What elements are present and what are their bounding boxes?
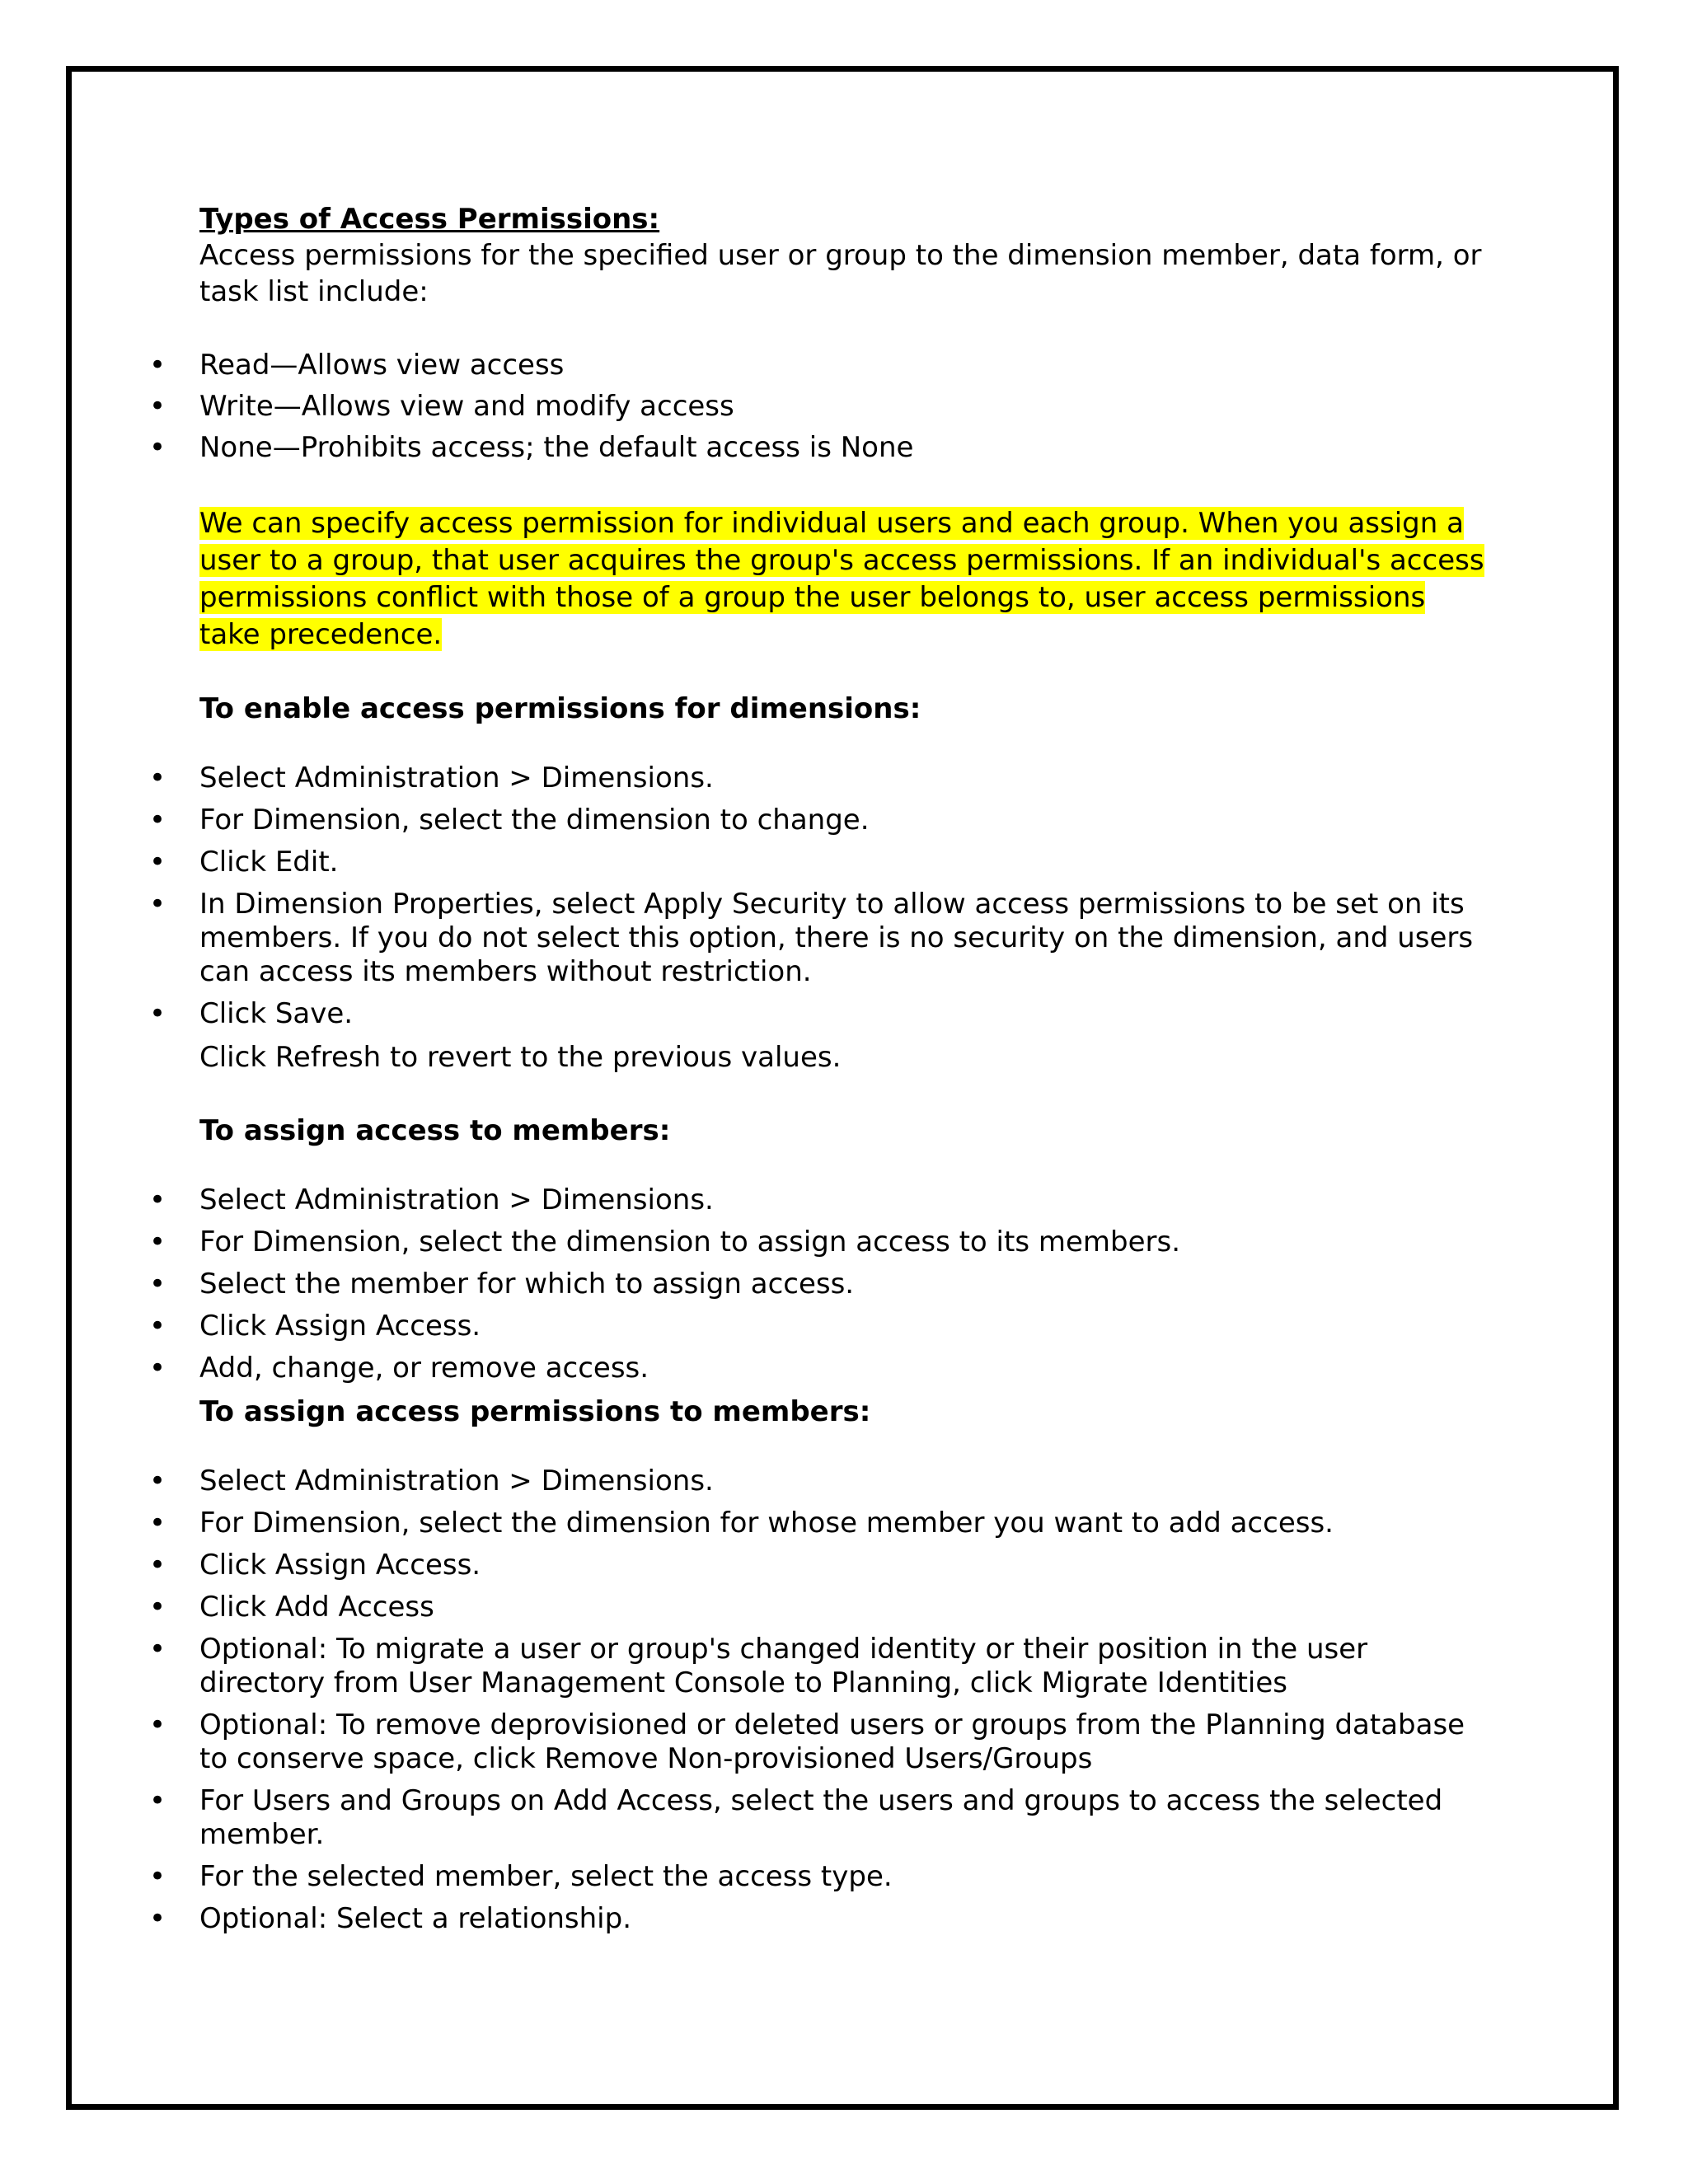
document-content bbox=[199, 201, 1485, 1944]
list-item: • Click Edit. bbox=[199, 846, 1485, 879]
section-heading-enable: To enable access permissions for dimensions: bbox=[199, 692, 921, 725]
list-item: • Click Assign Access. bbox=[199, 1310, 1485, 1343]
list-item: • Select Administration > Dimensions. bbox=[199, 762, 1485, 795]
list-item: • For the selected member, select the access type. bbox=[199, 1860, 1485, 1894]
list-item: • For Dimension, select the dimension to change. bbox=[199, 804, 1485, 837]
permission-types-list bbox=[199, 344, 1485, 468]
steps-list-assign bbox=[199, 1183, 1485, 1385]
list-item: • None—Prohibits access; the default access is None bbox=[199, 427, 1485, 468]
list-item: • Select Administration > Dimensions. bbox=[199, 1183, 1485, 1217]
steps-list-assign-permissions bbox=[199, 1465, 1485, 1936]
list-item: • Add, change, or remove access. bbox=[199, 1352, 1485, 1385]
list-item: • Click Assign Access. bbox=[199, 1549, 1485, 1582]
list-item: • Click Add Access bbox=[199, 1591, 1485, 1624]
list-item: • Click Save. bbox=[199, 997, 1485, 1031]
section-heading-assign-permissions: To assign access permissions to members: bbox=[199, 1395, 871, 1428]
list-item: • Optional: To remove deprovisioned or deleted users or groups from the Planning database to conserve space, click Remove Non-provisioned Users/Groups bbox=[199, 1708, 1485, 1776]
list-item: • For Dimension, select the dimension for whose member you want to add access. bbox=[199, 1507, 1485, 1540]
refresh-note: Click Refresh to revert to the previous values. bbox=[199, 1041, 842, 1074]
document-title: Types of Access Permissions: bbox=[199, 203, 660, 236]
list-item: • Optional: To migrate a user or group's changed identity or their position in the user directory from User Management Console to Planning, click Migrate Identities bbox=[199, 1633, 1485, 1700]
highlighted-note bbox=[199, 505, 1485, 654]
intro-paragraph: Access permissions for the specified user or group to the dimension member, data form, or task list include: bbox=[199, 239, 1482, 308]
list-item: • Write—Allows view and modify access bbox=[199, 386, 1485, 427]
list-item: • Select Administration > Dimensions. bbox=[199, 1465, 1485, 1498]
steps-list-enable bbox=[199, 762, 1485, 1031]
list-item: • For Users and Groups on Add Access, select the users and groups to access the selected member. bbox=[199, 1784, 1485, 1852]
list-item: • For Dimension, select the dimension to assign access to its members. bbox=[199, 1226, 1485, 1259]
highlighted-text: We can specify access permission for individual users and each group. When you assign a user to a group, that user acquires the group's access permissions. If an individual's access permissions conflict with those of a group the user belongs to, user access permissions take precedence. bbox=[199, 507, 1484, 651]
section-heading-assign: To assign access to members: bbox=[199, 1114, 671, 1147]
list-item: • In Dimension Properties, select Apply Security to allow access permissions to be set on its members. If you do not select this option, there is no security on the dimension, and users can access its members without restriction. bbox=[199, 888, 1485, 989]
list-item: • Select the member for which to assign access. bbox=[199, 1268, 1485, 1301]
list-item: • Read—Allows view access bbox=[199, 344, 1485, 386]
list-item: • Optional: Select a relationship. bbox=[199, 1902, 1485, 1936]
